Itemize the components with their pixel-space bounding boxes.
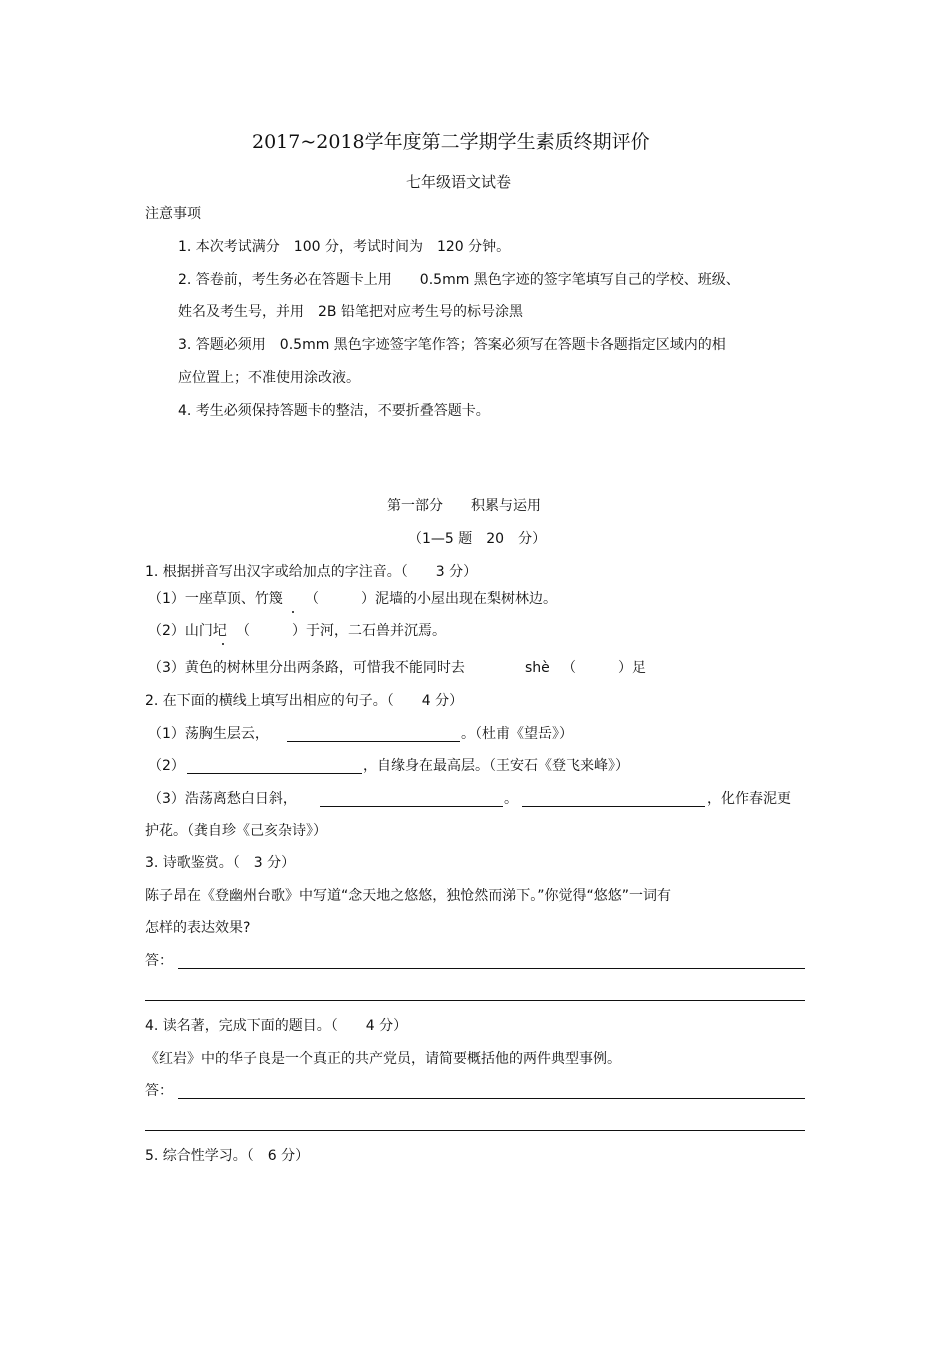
q2-item1-suffix: 。（杜甫《望岳》） (461, 726, 573, 742)
q2-item2-suffix: ，自缘身在最高层。（王安石《登飞来峰》） (363, 758, 629, 774)
q1-item1-suffix: （ ）泥墙的小屋出现在梨树林边。 (305, 591, 557, 607)
exam-title: 2017~2018学年度第二学期学生素质终期评价 (252, 131, 650, 153)
q2-item3-mid: 。 (504, 791, 518, 807)
q2-stem: 2. 在下面的横线上填写出相应的句子。（ 4 分） (145, 693, 464, 709)
q3-answer-label: 答： (145, 953, 173, 969)
q2-item3-continuation: 护花。（龚自珍《己亥杂诗》） (145, 823, 327, 839)
q1-item3-suffix: （ ）足 (562, 660, 646, 676)
q4-answer-line-1[interactable] (178, 1098, 805, 1099)
q3-stem: 3. 诗歌鉴赏。（ 3 分） (145, 855, 296, 871)
q2-item3-blank-1[interactable] (320, 806, 503, 807)
q2-item2-blank[interactable] (187, 773, 362, 774)
q1-item2-prefix: （2）山门圮 (148, 623, 227, 639)
notice-line-1: 1. 本次考试满分 100 分，考试时间为 120 分钟。 (178, 239, 511, 255)
emphasis-dot (222, 643, 224, 645)
q1-item1-prefix: （1）一座草顶、竹篾 (148, 591, 283, 607)
q5-stem: 5. 综合性学习。（ 6 分） (145, 1148, 310, 1164)
q2-item3-suffix: ，化作春泥更 (707, 791, 791, 807)
q3-answer-line-1[interactable] (178, 968, 805, 969)
q4-answer-label: 答： (145, 1083, 173, 1099)
q1-item2-suffix: （ ）于河，二石兽并沉焉。 (236, 623, 446, 639)
q1-item3-prefix: （3）黄色的树林里分出两条路，可惜我不能同时去 (148, 660, 465, 676)
q2-item2-prefix: （2） (148, 758, 185, 774)
notice-line-4: 3. 答题必须用 0.5mm 黑色字迹签字笔作答；答案必须写在答题卡各题指定区域内的相 (178, 337, 726, 353)
q2-item3-prefix: （3）浩荡离愁白日斜， (148, 791, 297, 807)
notice-line-3: 姓名及考生号，并用 2B 铅笔把对应考生号的标号涂黑 (178, 304, 523, 320)
q4-stem: 4. 读名著，完成下面的题目。（ 4 分） (145, 1018, 408, 1034)
exam-subtitle: 七年级语文试卷 (406, 173, 512, 191)
notice-line-6: 4. 考生必须保持答题卡的整洁，不要折叠答题卡。 (178, 403, 490, 419)
q3-text-1: 陈子昂在《登幽州台歌》中写道“念天地之悠悠，独怆然而涕下。”你觉得“悠悠”一词有 (145, 888, 672, 904)
part1-heading: 第一部分 积累与运用 (387, 498, 541, 514)
q2-item1-blank[interactable] (287, 741, 460, 742)
q2-item3-blank-2[interactable] (522, 806, 705, 807)
q3-answer-line-2[interactable] (145, 1000, 805, 1001)
notice-line-5: 应位置上；不准使用涂改液。 (178, 370, 360, 386)
q4-answer-line-2[interactable] (145, 1130, 805, 1131)
part1-range: （1—5 题 20 分） (408, 531, 547, 547)
notice-line-2: 2. 答卷前，考生务必在答题卡上用 0.5mm 黑色字迹的签字笔填写自己的学校、班级、 (178, 272, 740, 288)
q2-item1-prefix: （1）荡胸生层云， (148, 726, 269, 742)
q4-text: 《红岩》中的华子良是一个真正的共产党员，请简要概括他的两件典型事例。 (145, 1051, 621, 1067)
notice-heading: 注意事项 (145, 206, 201, 222)
q1-stem: 1. 根据拼音写出汉字或给加点的字注音。（ 3 分） (145, 564, 478, 580)
emphasis-dot (292, 611, 294, 613)
q1-item3-pinyin: shè (525, 660, 550, 676)
q3-text-2: 怎样的表达效果? (145, 920, 251, 936)
